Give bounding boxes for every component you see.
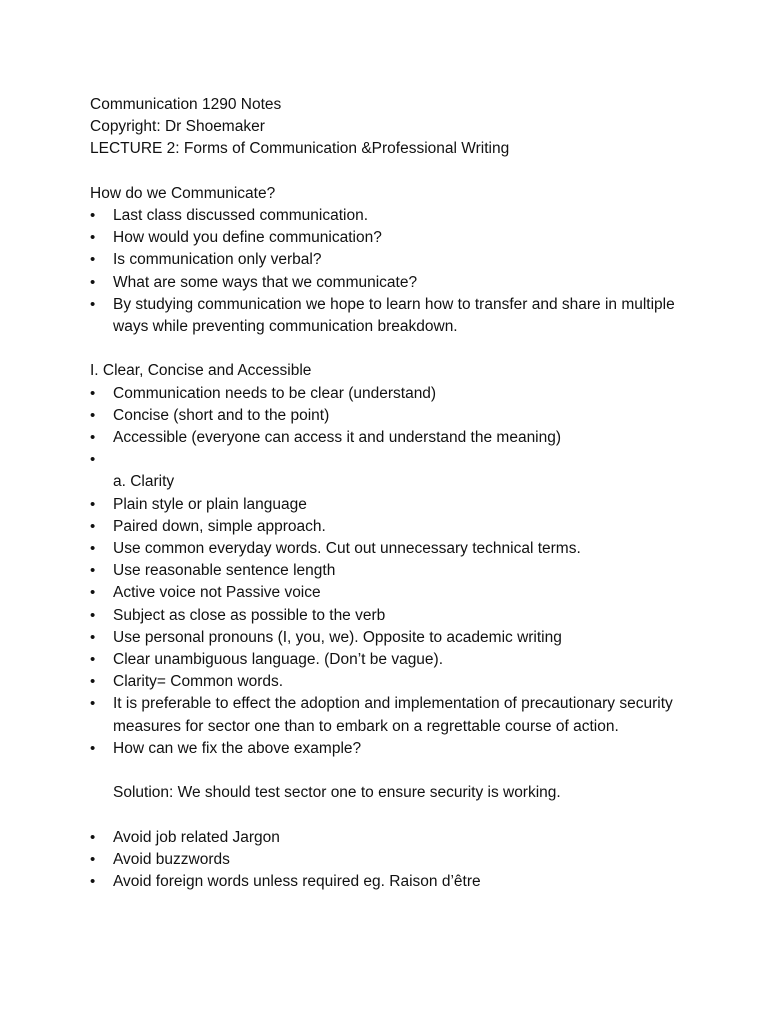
list-item-text: Accessible (everyone can access it and understand the meaning) [113,429,562,447]
bullet-icon: • [90,562,96,580]
list-item [90,627,690,649]
list-item-text: Avoid foreign words unless required eg. Raison d’être [113,873,481,891]
list-item-text: Plain style or plain language [113,495,307,513]
list-item-text: Clarity= Common words. [113,673,284,691]
bullet-icon: • [90,739,96,757]
lecture-title: LECTURE 2: Forms of Communication &Professional Writing [90,140,510,158]
spacer [90,760,690,782]
spacer [90,804,690,826]
list-item [90,249,690,271]
list-item-text: Paired down, simple approach. [113,517,326,535]
bullet-icon: • [90,828,96,846]
list-item-text: Subject as close as possible to the verb [113,606,386,624]
list-item [90,649,690,671]
list-item-text: Avoid buzzwords [113,850,230,868]
bullet-icon: • [90,517,96,535]
list-item-text: By studying communication we hope to learn how to transfer and share in multiple ways while preventing communication breakdown. [113,295,675,336]
list-item [90,582,690,604]
list-item [90,516,690,538]
list-item [90,538,690,560]
list-item [90,827,690,849]
spacer [90,161,690,183]
bullet-icon: • [90,451,96,469]
list-item-empty [90,449,690,471]
list-item-text: Concise (short and to the point) [113,406,330,424]
list-item [90,738,690,760]
bullet-icon: • [90,850,96,868]
bullet-icon: • [90,673,96,691]
list-item-text: Clear unambiguous language. (Don’t be vague). [113,651,444,669]
list-item [90,427,690,449]
bullet-icon: • [90,406,96,424]
bullet-icon: • [90,251,96,269]
bullet-icon: • [90,540,96,558]
spacer [90,338,690,360]
bullet-icon: • [90,651,96,669]
bullet-icon: • [90,207,96,224]
list-item [90,294,690,338]
list-item [90,693,690,737]
document-page [90,94,690,893]
list-item-text: Last class discussed communication. [113,207,369,224]
bullet-icon: • [90,229,96,247]
bullet-icon: • [90,873,96,891]
bullet-icon: • [90,695,96,713]
bullet-icon: • [90,429,96,447]
section-heading-clear: I. Clear, Concise and Accessible [90,362,312,380]
list-item [90,205,690,227]
list-item [90,405,690,427]
list-item [90,605,690,627]
list-item-text: It is preferable to effect the adoption and implementation of precautionary security measures for sector one than to embark on a regrettable course of action. [113,695,673,735]
list-item-text: Active voice not Passive voice [113,584,321,602]
list-item [90,560,690,582]
list-item-text: How can we fix the above example? [113,739,362,757]
list-item-text: Is communication only verbal? [113,251,322,269]
list-item-text: Use personal pronouns (I, you, we). Opposite to academic writing [113,628,562,646]
bullet-icon: • [90,584,96,602]
list-item [90,849,690,871]
solution-text: Solution: We should test sector one to ensure security is working. [113,784,561,802]
bullet-icon: • [90,295,96,313]
list-item [90,871,690,893]
document-title: Communication 1290 Notes [90,96,282,113]
list-item-text: Communication needs to be clear (understand) [113,384,437,402]
list-item [90,494,690,516]
subheading-clarity: a. Clarity [113,473,175,491]
copyright-line: Copyright: Dr Shoemaker [90,118,265,136]
bullet-icon: • [90,384,96,402]
list-item-text: Use common everyday words. Cut out unnecessary technical terms. [113,540,581,558]
section-heading-how: How do we Communicate? [90,184,276,202]
list-item [90,671,690,693]
list-item-text: What are some ways that we communicate? [113,273,418,291]
list-item [90,227,690,249]
list-item [90,272,690,294]
list-item [90,383,690,405]
list-item-text: Use reasonable sentence length [113,562,336,580]
list-item-text: How would you define communication? [113,229,382,247]
bullet-icon: • [90,495,96,513]
bullet-icon: • [90,606,96,624]
bullet-icon: • [90,628,96,646]
bullet-icon: • [90,273,96,291]
list-item-text: Avoid job related Jargon [113,828,280,846]
